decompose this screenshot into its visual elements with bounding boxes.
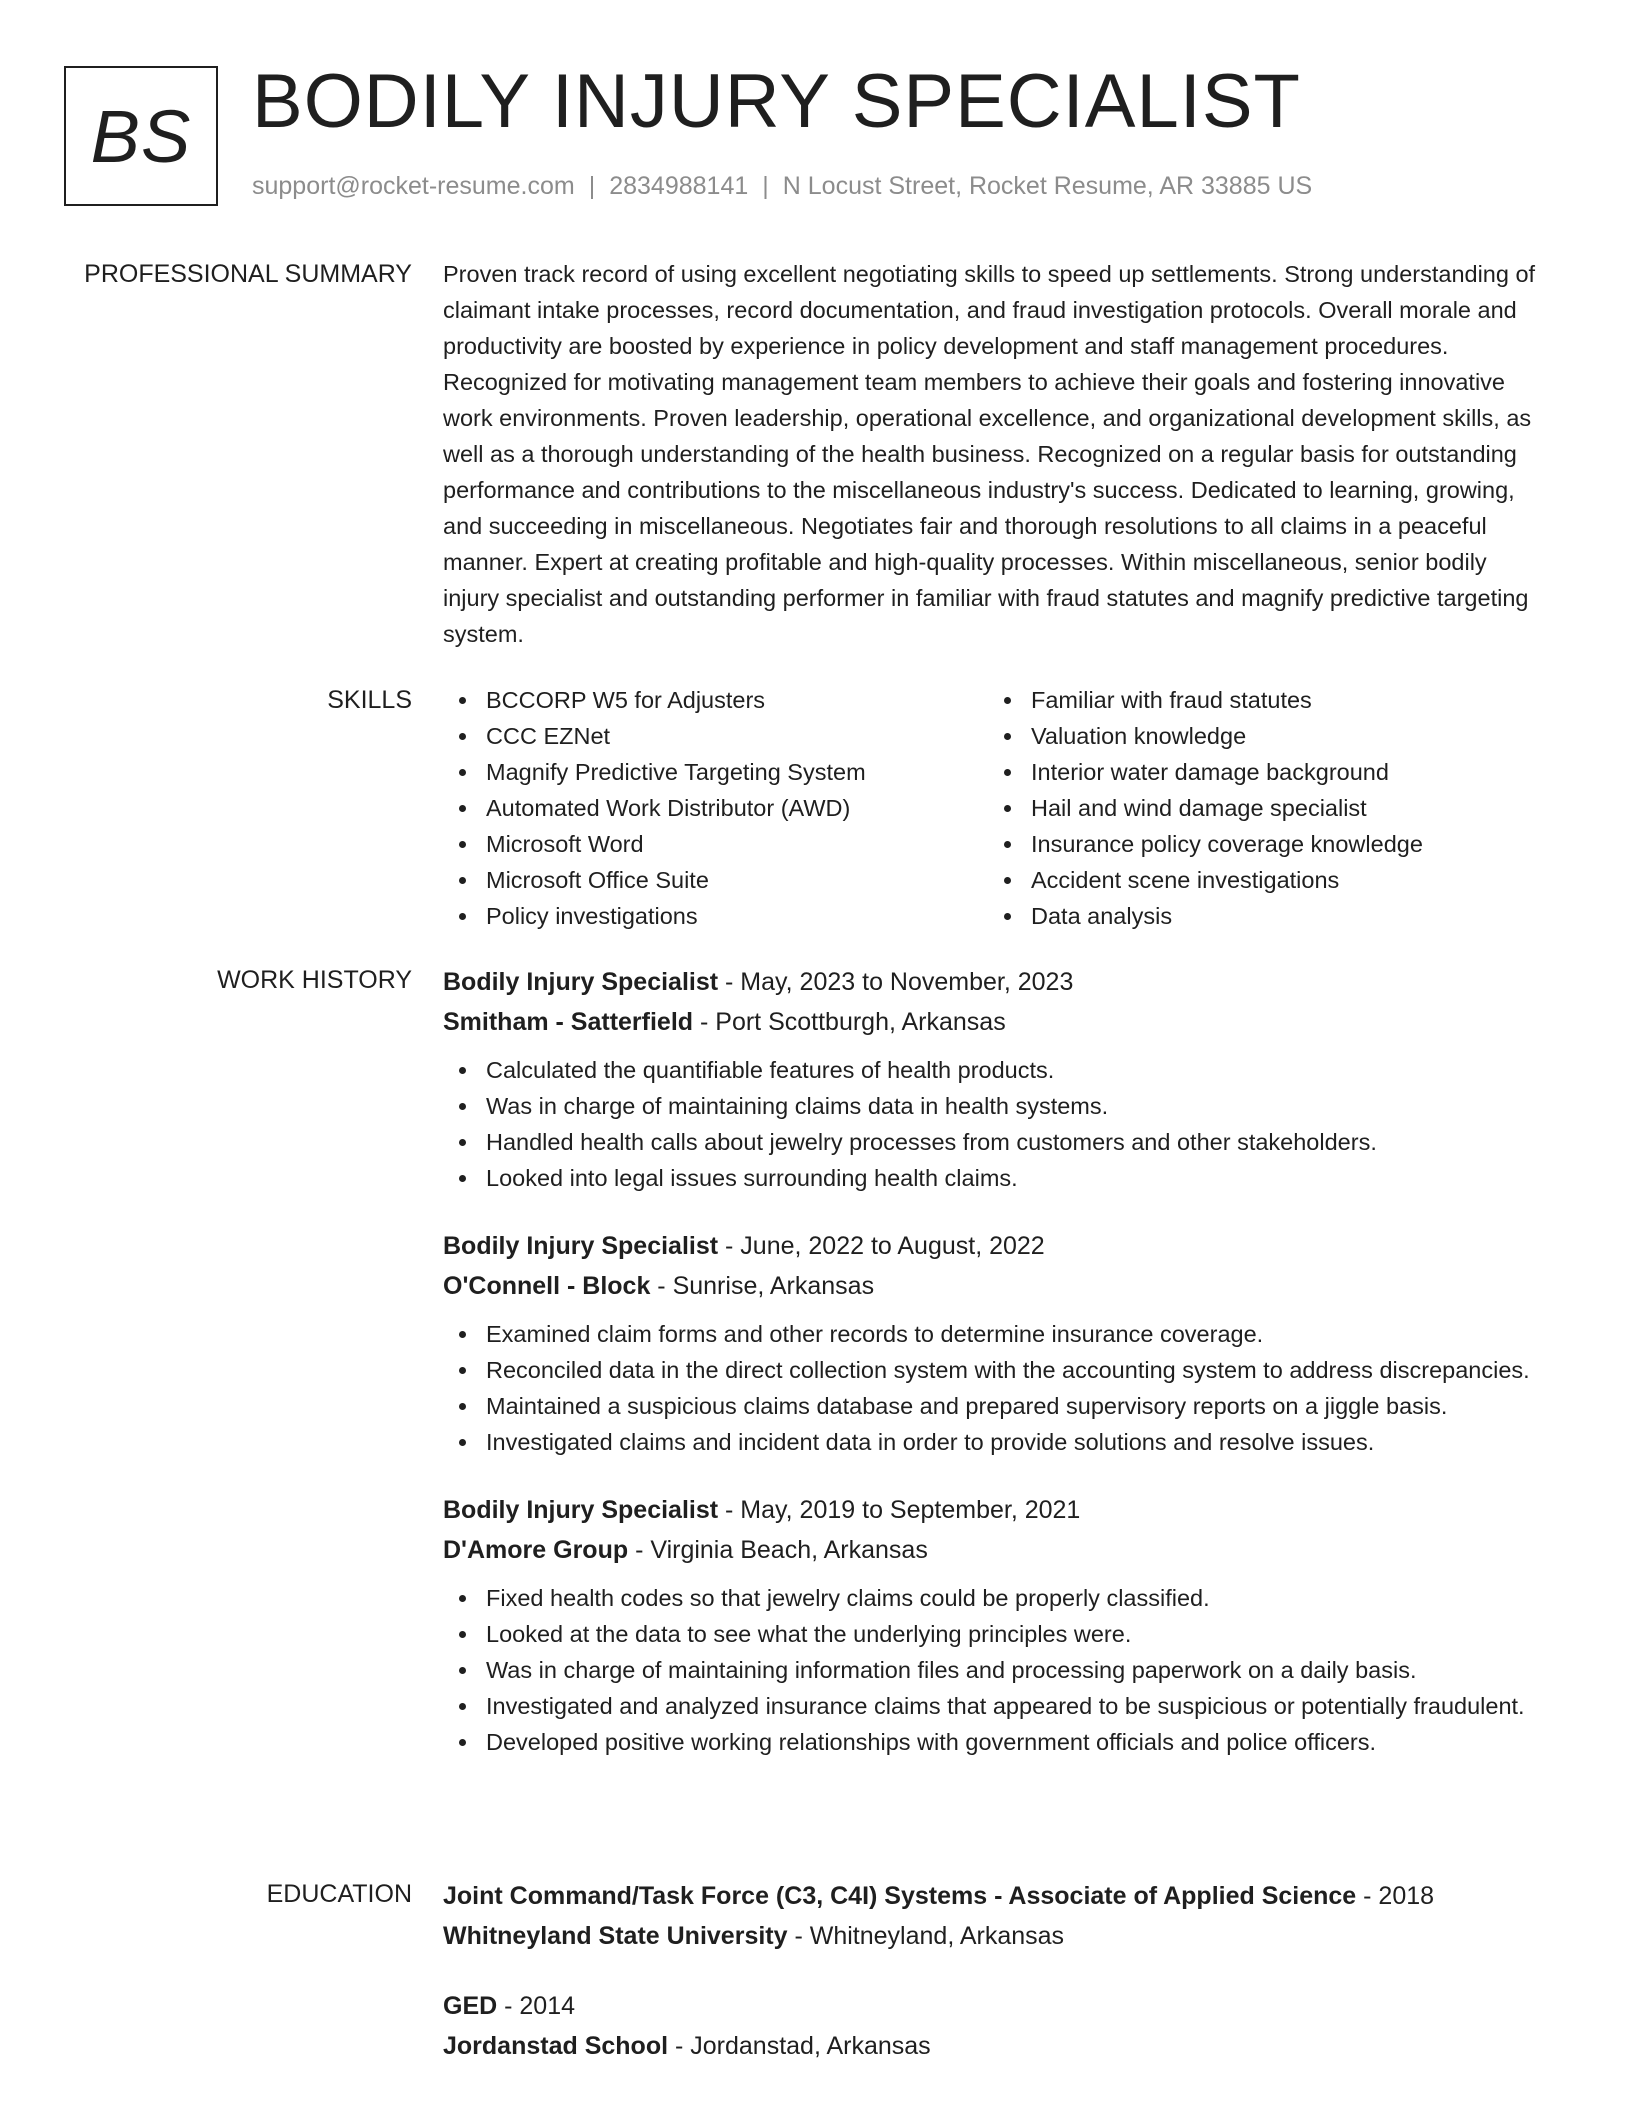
skill-item: BCCORP W5 for Adjusters (443, 682, 988, 718)
education-location: - Jordanstad, Arkansas (668, 2032, 931, 2060)
contact-line (252, 172, 1312, 201)
summary-text: Proven track record of using excellent negotiating skills to speed up settlements. Strong understanding of claimant intake processes, record documentation, and fraud investigation protocols. Overall morale and productivity are boosted by experience in policy development and staff management procedures. Recognized for motivating management team members to achieve their goals and fostering innovative work environments. Proven leadership, operational excellence, and organizational development skills, as well as a thorough understanding of the health business. Recognized on a regular basis for outstanding performance and contributions to the miscellaneous industry's success. Dedicated to learning, growing, and succeeding in miscellaneous. Negotiates fair and thorough resolutions to all claims in a peaceful manner. Expert at creating profitable and high-quality processes. Within miscellaneous, senior bodily injury specialist and outstanding performer in familiar with fraud statutes and magnify predictive targeting system. (443, 261, 1536, 647)
education-degree-line (443, 1986, 1543, 2026)
summary-body (443, 256, 1543, 652)
skill-item: Microsoft Office Suite (443, 862, 988, 898)
skills-columns (443, 682, 1543, 934)
section-label-work-history: WORK HISTORY (217, 966, 412, 994)
job-title: Bodily Injury Specialist (443, 1232, 719, 1260)
job-title: Bodily Injury Specialist (443, 1496, 719, 1524)
job-bullets (443, 1580, 1543, 1760)
job-bullet: Handled health calls about jewelry processes from customers and other stakeholders. (443, 1124, 1543, 1160)
education-location: - Whitneyland, Arkansas (787, 1922, 1065, 1950)
resume-title: BODILY INJURY SPECIALIST (252, 59, 1301, 144)
job-bullet: Investigated and analyzed insurance claims that appeared to be suspicious or potentially fraudulent. (443, 1688, 1543, 1724)
job-bullet: Examined claim forms and other records to determine insurance coverage. (443, 1316, 1543, 1352)
skills-left-column (443, 682, 988, 934)
monogram-initials: BS (90, 94, 192, 178)
work-history-body (443, 962, 1543, 1790)
section-label-education: EDUCATION (266, 1880, 412, 1908)
education-school: Whitneyland State University (443, 1922, 788, 1950)
skill-item: Automated Work Distributor (AWD) (443, 790, 988, 826)
education-entry (443, 1986, 1543, 2066)
skill-item: Data analysis (988, 898, 1533, 934)
job-location: - Port Scottburgh, Arkansas (693, 1008, 1006, 1036)
job-bullet: Was in charge of maintaining information files and processing paperwork on a daily basis. (443, 1652, 1543, 1688)
skills-right-column (988, 682, 1533, 934)
job-bullet: Calculated the quantifiable features of health products. (443, 1052, 1543, 1088)
contact-separator: | (588, 172, 596, 200)
education-body (443, 1876, 1543, 2096)
contact-separator: | (762, 172, 769, 200)
education-degree: Joint Command/Task Force (C3, C4I) Systems - Associate of Applied Science (443, 1882, 1357, 1910)
job-title-line (443, 1490, 1543, 1530)
education-year: - 2014 (497, 1992, 576, 2020)
skills-body (443, 682, 1543, 934)
job-location: - Virginia Beach, Arkansas (628, 1536, 928, 1564)
job-dates: - May, 2019 to September, 2021 (718, 1496, 1081, 1524)
job-location: - Sunrise, Arkansas (650, 1272, 875, 1300)
job-bullet: Reconciled data in the direct collection system with the accounting system to address discrepancies. (443, 1352, 1543, 1388)
education-school-line (443, 2026, 1543, 2066)
job-bullet: Developed positive working relationships with government officials and police officers. (443, 1724, 1543, 1760)
skill-item: Valuation knowledge (988, 718, 1533, 754)
education-school-line (443, 1916, 1543, 1956)
job-bullets (443, 1052, 1543, 1196)
job-company-line (443, 1530, 1543, 1570)
skill-item: Insurance policy coverage knowledge (988, 826, 1533, 862)
skill-item: CCC EZNet (443, 718, 988, 754)
job-bullet: Fixed health codes so that jewelry claims could be properly classified. (443, 1580, 1543, 1616)
job-dates: - June, 2022 to August, 2022 (718, 1232, 1045, 1260)
skill-item: Interior water damage background (988, 754, 1533, 790)
job-company: Smitham - Satterfield (443, 1008, 694, 1036)
job-company-line (443, 1266, 1543, 1306)
education-school: Jordanstad School (443, 2032, 669, 2060)
job-entry (443, 962, 1543, 1196)
contact-address: N Locust Street, Rocket Resume, AR 33885 US (782, 172, 1313, 200)
skill-item: Policy investigations (443, 898, 988, 934)
job-title-line (443, 1226, 1543, 1266)
contact-phone: 2834988141 (609, 172, 749, 200)
job-dates: - May, 2023 to November, 2023 (718, 968, 1074, 996)
job-title-line (443, 962, 1543, 1002)
job-bullet: Looked into legal issues surrounding health claims. (443, 1160, 1543, 1196)
job-bullets (443, 1316, 1543, 1460)
job-company: O'Connell - Block (443, 1272, 651, 1300)
job-entry (443, 1490, 1543, 1760)
job-title: Bodily Injury Specialist (443, 968, 719, 996)
skill-item: Magnify Predictive Targeting System (443, 754, 988, 790)
job-bullet: Was in charge of maintaining claims data in health systems. (443, 1088, 1543, 1124)
education-degree: GED (443, 1992, 498, 2020)
job-company-line (443, 1002, 1543, 1042)
skill-item: Familiar with fraud statutes (988, 682, 1533, 718)
section-label-skills: SKILLS (327, 686, 412, 714)
job-entry (443, 1226, 1543, 1460)
job-bullet: Maintained a suspicious claims database and prepared supervisory reports on a jiggle basis. (443, 1388, 1543, 1424)
job-bullet: Looked at the data to see what the underlying principles were. (443, 1616, 1543, 1652)
education-entry (443, 1876, 1543, 1956)
contact-email: support@rocket-resume.com (252, 172, 575, 200)
job-bullet: Investigated claims and incident data in order to provide solutions and resolve issues. (443, 1424, 1543, 1460)
skill-item: Hail and wind damage specialist (988, 790, 1533, 826)
education-degree-line (443, 1876, 1543, 1916)
job-company: D'Amore Group (443, 1536, 629, 1564)
section-label-summary: PROFESSIONAL SUMMARY (84, 260, 412, 288)
skill-item: Accident scene investigations (988, 862, 1533, 898)
monogram-box (64, 66, 218, 206)
skill-item: Microsoft Word (443, 826, 988, 862)
education-year: - 2018 (1356, 1882, 1435, 1910)
